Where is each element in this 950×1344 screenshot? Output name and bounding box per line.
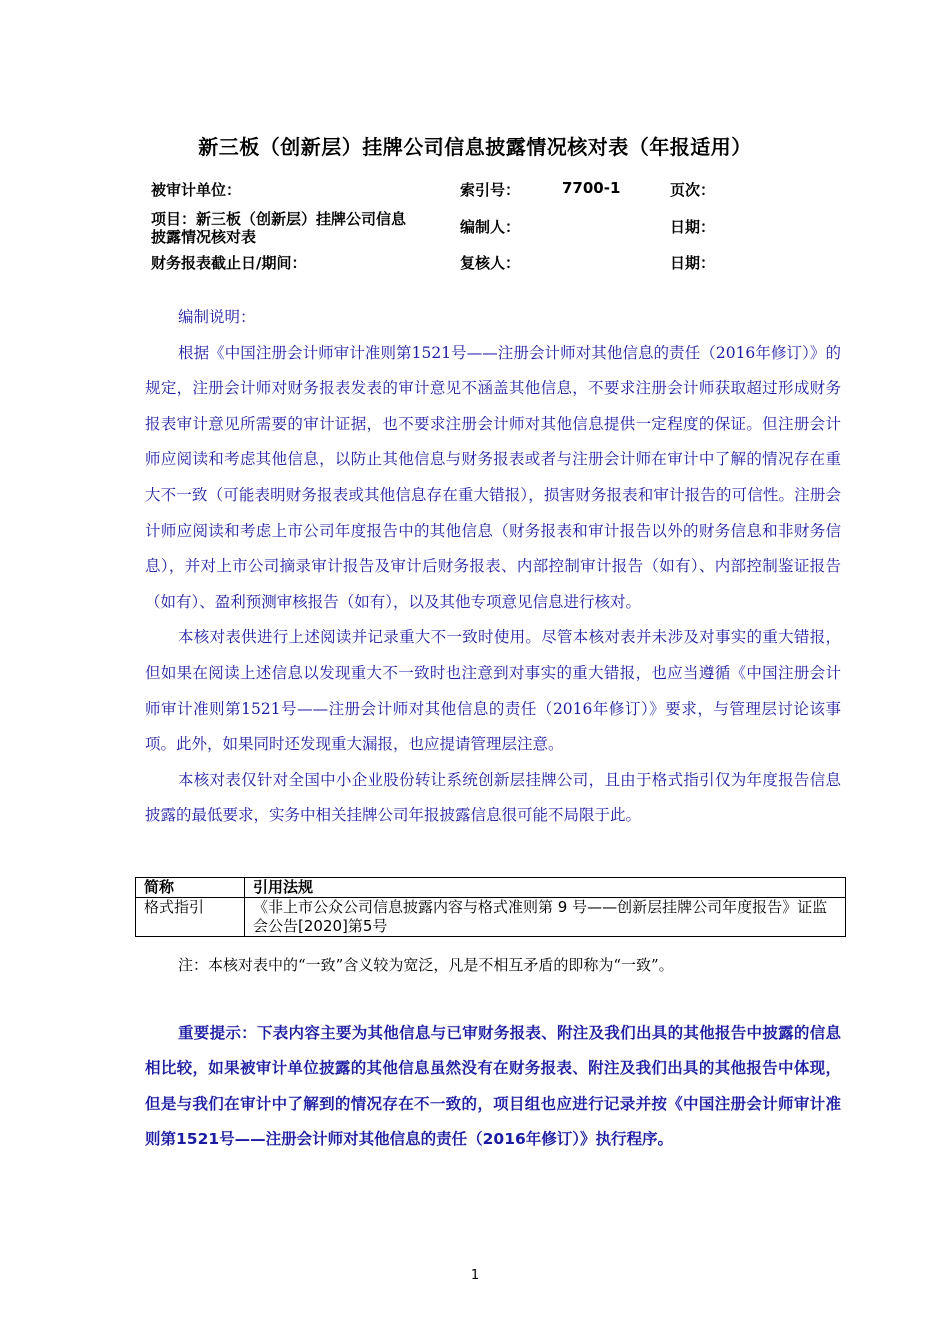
project-label-line1: 项目：新三板（创新层）挂牌公司信息 [151, 210, 407, 228]
reviewer-label: 复核人： [460, 254, 521, 272]
instructions-paragraph-2: 本核对表供进行上述阅读并记录重大不一致时使用。尽管本核对表并未涉及对事实的重大错报，但如果在阅读上述信息以发现重大不一致时也注意到对事实的重大错报，也应当遵循《中国注册会计师审计准则第1521号——注册会计师对其他信息的责任（2016年修订）》要求，与管理层讨论该事项。此外，如果同时还发现重大漏报，也应提请管理层注意。 [145, 628, 841, 754]
col-header-regulation: 引用法规 [245, 878, 846, 898]
instructions-paragraph-3: 本核对表仅针对全国中小企业股份转让系统创新层挂牌公司，且由于格式指引仅为年度报告信息披露的最低要求，实务中相关挂牌公司年报披露信息很可能不局限于此。 [145, 770, 841, 825]
project-label-line2: 披露情况核对表 [151, 228, 257, 246]
date-label-1: 日期： [670, 218, 716, 236]
page-label: 页次： [670, 181, 716, 199]
row-abbr-cell: 格式指引 [136, 898, 245, 937]
page-number: 1 [470, 1268, 480, 1283]
table-header-row [136, 878, 846, 898]
page-title: 新三板（创新层）挂牌公司信息披露情况核对表（年报适用） [198, 135, 752, 159]
instructions-paragraph-1: 根据《中国注册会计师审计准则第1521号——注册会计师对其他信息的责任（2016年修订）》的规定，注册会计师对财务报表发表的审计意见不涵盖其他信息，不要求注册会计师获取超过形成财务报表审计意见所需要的审计证据，也不要求注册会计师对其他信息提供一定程度的保证。但注册会计师应阅读和考虑其他信息，以防止其他信息与财务报表或者与注册会计师在审计中了解的情况存在重大不一致（可能表明财务报表或其他信息存在重大错报），损害财务报表和审计报告的可信性。注册会计师应阅读和考虑上市公司年度报告中的其他信息（财务报表和审计报告以外的财务信息和非财务信息），并对上市公司摘录审计报告及审计后财务报表、内部控制审计报告（如有）、内部控制鉴证报告（如有）、盈利预测审核报告（如有），以及其他专项意见信息进行核对。 [145, 343, 841, 611]
index-label: 索引号： [460, 181, 521, 199]
period-label: 财务报表截止日/期间： [151, 254, 307, 272]
table-row [136, 898, 846, 937]
consistency-note: 注：本核对表中的“一致”含义较为宽泛，凡是不相互矛盾的即称为“一致”。 [178, 956, 674, 974]
instructions-heading: 编制说明： [178, 308, 256, 326]
reference-table [135, 877, 846, 937]
index-value: 7700-1 [562, 179, 621, 197]
preparer-label: 编制人： [460, 218, 521, 236]
date-label-2: 日期： [670, 254, 716, 272]
col-header-abbr: 简称 [136, 878, 245, 898]
important-notice: 重要提示：下表内容主要为其他信息与已审财务报表、附注及我们出具的其他报告中披露的信息相比较，如果被审计单位披露的其他信息虽然没有在财务报表、附注及我们出具的其他报告中体现，但是与我们在审计中了解到的情况存在不一致的，项目组也应进行记录并按《中国注册会计师审计准则第1521号——注册会计师对其他信息的责任（2016年修订）》执行程序。 [145, 1024, 841, 1149]
instructions-section [145, 300, 841, 834]
audited-unit-label: 被审计单位： [151, 181, 242, 199]
row-regulation-cell: 《非上市公众公司信息披露内容与格式准则第 9 号——创新层挂牌公司年度报告》证监会公告[2020]第5号 [245, 898, 846, 937]
